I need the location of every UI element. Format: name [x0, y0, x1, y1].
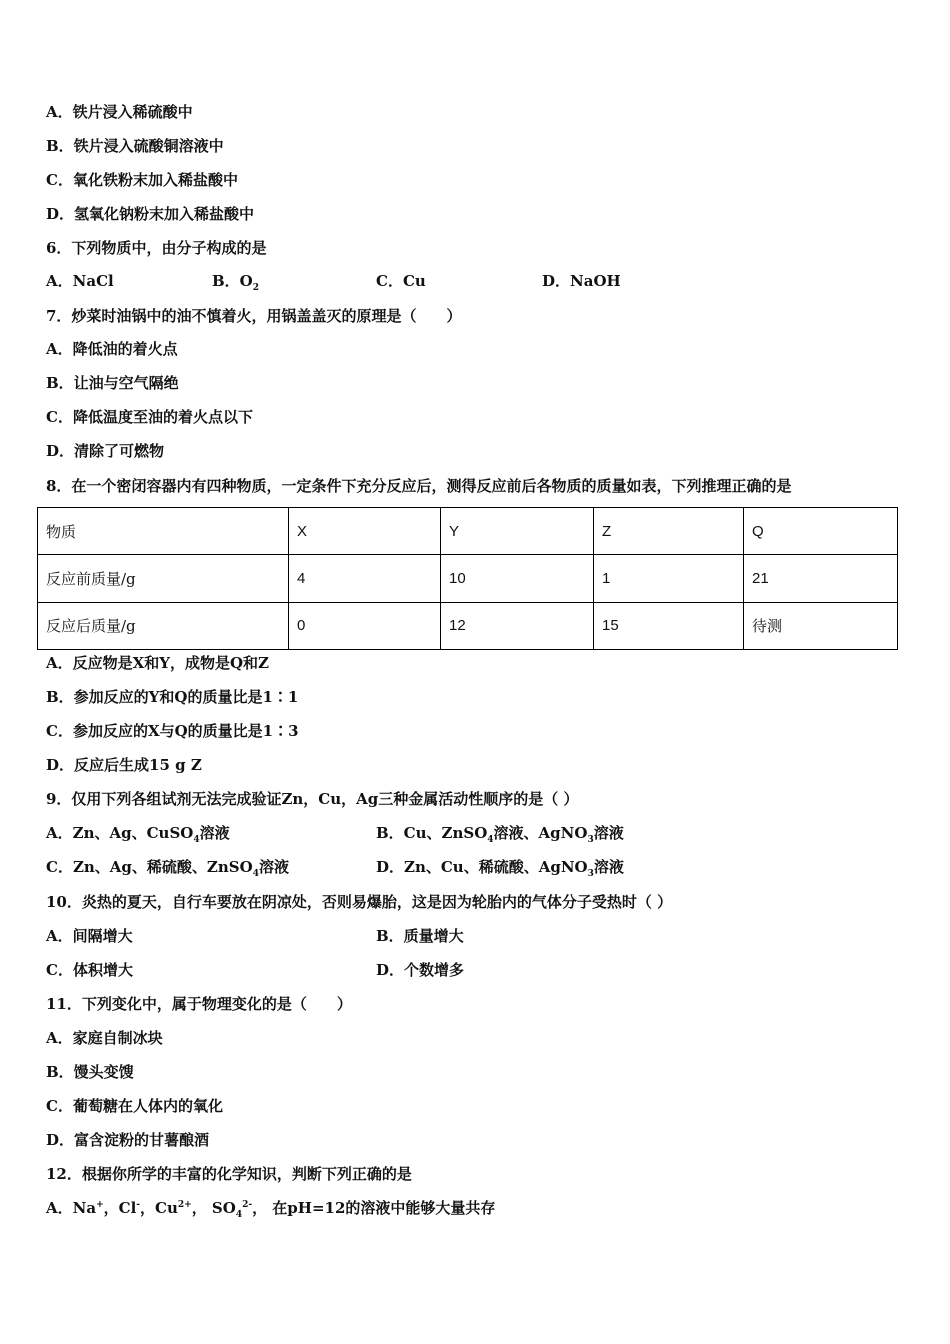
table-cell: 1	[594, 555, 744, 602]
q7-option-c: C．降低温度至油的着火点以下	[46, 408, 253, 426]
table-cell: 待测	[744, 602, 898, 649]
q10-stem: 10．炎热的夏天，自行车要放在阴凉处，否则易爆胎，这是因为轮胎内的气体分子受热时（ ）	[46, 893, 673, 911]
table-header-cell: X	[289, 508, 441, 555]
q12-option-a: A．Na+，Cl-，$Cu^{2+}$， $SO_4^{2-}$， 在pH=12的溶液中能够大量共存	[46, 1199, 496, 1220]
q7-option-a: A．降低油的着火点	[46, 340, 178, 358]
q9-option-b: B．Cu、ZnSO$_4$溶液、AgNO$_3$溶液	[376, 824, 624, 845]
table-cell: 反应前质量/g	[38, 555, 289, 602]
q9-option-c: C．Zn、Ag、稀硫酸、ZnSO$_4$溶液	[46, 858, 289, 879]
table-cell: 12	[441, 602, 594, 649]
q11-option-c: C．葡萄糖在人体内的氧化	[46, 1097, 223, 1115]
table-cell: 15	[594, 602, 744, 649]
q11-stem: 11．下列变化中，属于物理变化的是（ ）	[46, 995, 352, 1013]
q6-option-d: D．NaOH	[542, 272, 621, 290]
q8-option-b: B．参加反应的Y和Q的质量比是1∶1	[46, 688, 299, 706]
q10-option-a: A．间隔增大	[46, 927, 133, 945]
table-cell: 10	[441, 555, 594, 602]
table-cell: 21	[744, 555, 898, 602]
q9-stem: 9．仅用下列各组试剂无法完成验证Zn，Cu，Ag三种金属活动性顺序的是（ ）	[46, 790, 579, 808]
q6-option-a: A．NaCl	[46, 272, 114, 290]
q11-option-d: D．富含淀粉的甘薯酿酒	[46, 1131, 210, 1149]
table-header-cell: Q	[744, 508, 898, 555]
mass-table	[37, 507, 898, 650]
q6-option-b: B．$O_2$	[212, 272, 260, 293]
table-row	[38, 555, 898, 602]
q8-option-a: A．反应物是X和Y，成物是Q和Z	[46, 654, 270, 672]
q7-option-d: D．清除了可燃物	[46, 442, 165, 460]
q5-option-b: B．铁片浸入硫酸铜溶液中	[46, 137, 224, 155]
table-row	[38, 602, 898, 649]
table-header-row	[38, 508, 898, 555]
table-header-cell: Z	[594, 508, 744, 555]
q9-option-a: A．Zn、Ag、CuSO$_4$溶液	[46, 824, 230, 845]
q7-stem: 7．炒菜时油锅中的油不慎着火，用锅盖盖灭的原理是（ ）	[46, 307, 462, 325]
q10-option-d: D．个数增多	[376, 961, 465, 979]
table-header-cell: Y	[441, 508, 594, 555]
q5-option-d: D．氢氧化钠粉末加入稀盐酸中	[46, 205, 255, 223]
q11-option-b: B．馒头变馊	[46, 1063, 134, 1081]
table-cell: 0	[289, 602, 441, 649]
q6-option-c: C．Cu	[376, 272, 426, 290]
q9-option-d: D．Zn、Cu、稀硫酸、AgNO$_3$溶液	[376, 858, 624, 879]
q12-stem: 12．根据你所学的丰富的化学知识，判断下列正确的是	[46, 1165, 412, 1183]
q6-stem: 6．下列物质中，由分子构成的是	[46, 239, 267, 257]
q11-option-a: A．家庭自制冰块	[46, 1029, 163, 1047]
q7-option-b: B．让油与空气隔绝	[46, 374, 179, 392]
q8-option-d: D．反应后生成15 g Z	[46, 756, 202, 774]
q10-option-c: C．体积增大	[46, 961, 133, 979]
table-cell: 反应后质量/g	[38, 602, 289, 649]
q8-option-c: C．参加反应的X与Q的质量比是1∶3	[46, 722, 299, 740]
q5-option-a: A．铁片浸入稀硫酸中	[46, 103, 193, 121]
table-header-cell: 物质	[38, 508, 289, 555]
table-cell: 4	[289, 555, 441, 602]
q8-stem: 8．在一个密闭容器内有四种物质，一定条件下充分反应后，测得反应前后各物质的质量如表，下列推理正确的是	[46, 477, 792, 495]
q10-option-b: B．质量增大	[376, 927, 464, 945]
q5-option-c: C．氧化铁粉末加入稀盐酸中	[46, 171, 238, 189]
